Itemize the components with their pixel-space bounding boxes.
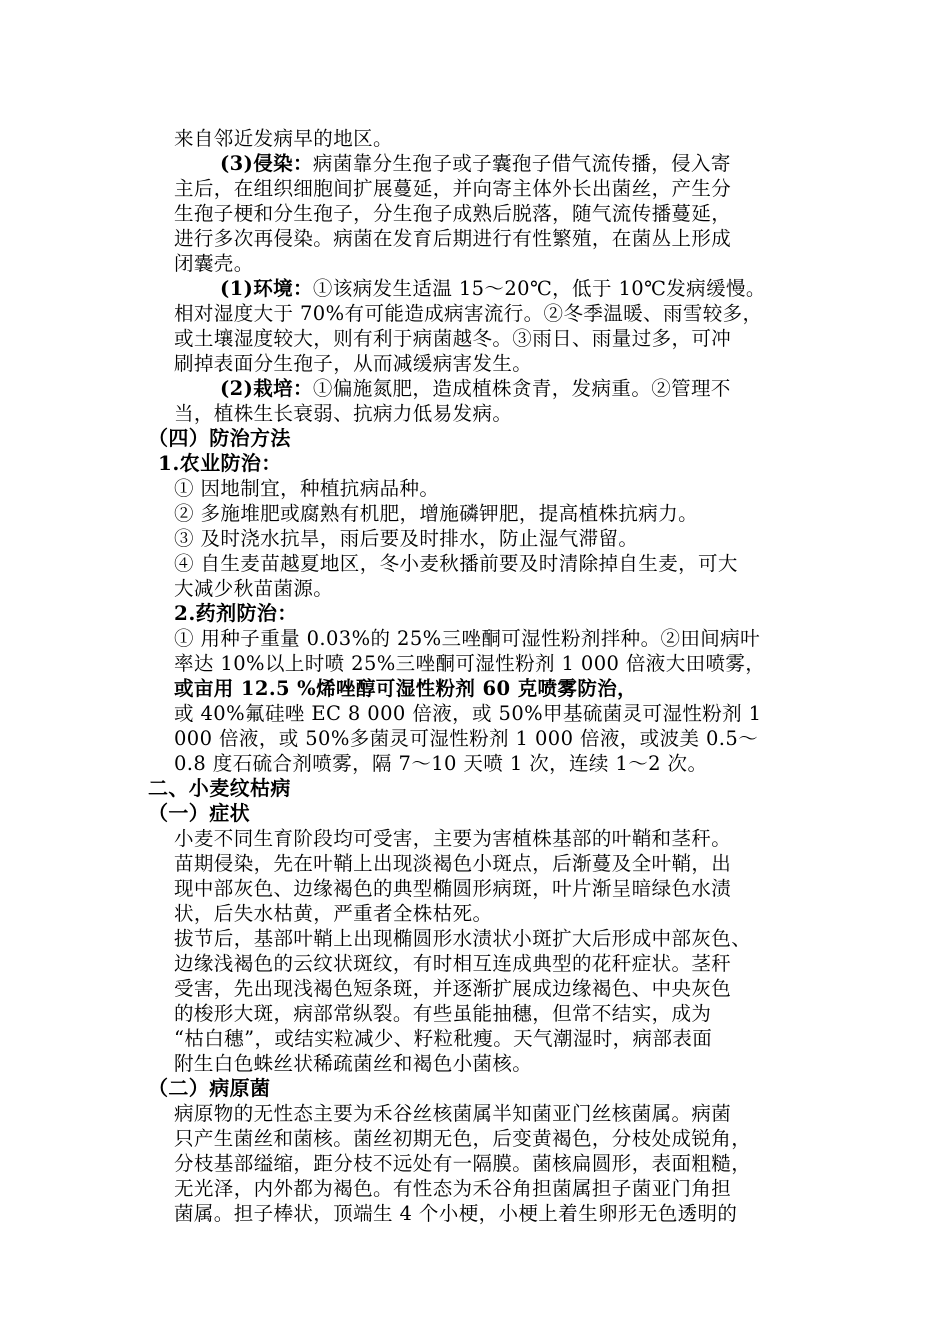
paragraph-text: 病菌靠分生孢子或子囊孢子借气流传播，侵入寄: [312, 152, 731, 175]
text-line: [220, 276, 766, 301]
text-line: 000 倍液，或 50%多菌灵可湿性粉剂 1 000 倍液，或波美 0.5～: [174, 727, 759, 750]
text-line: 的梭形大斑，病部常纵裂。有些虽能抽穗，但常不结实，成为: [174, 1002, 712, 1025]
text-line: 受害，先出现浅褐色短条斑，并逐渐扩展成边缘褐色、中央灰色: [174, 977, 732, 1000]
text-line: 附生白色蛛丝状稀疏菌丝和褐色小菌核。: [174, 1052, 533, 1075]
paragraph-label: (2)栽培：: [220, 377, 313, 400]
text-line: 相对湿度大于 70%有可能造成病害流行。②冬季温暖、雨雪较多，: [174, 302, 763, 325]
paragraph-text: ①该病发生适温 15～20℃，低于 10℃发病缓慢。: [312, 277, 766, 300]
text-line: 无光泽，内外都为褐色。有性态为禾谷角担菌属担子菌亚门角担: [174, 1177, 732, 1200]
text-line: 菌属。担子棒状，顶端生 4 个小梗，小梗上着生卵形无色透明的: [174, 1202, 738, 1225]
text-line: 边缘浅褐色的云纹状斑纹，有时相互连成典型的花秆症状。茎秆: [174, 952, 732, 975]
text-line: 只产生菌丝和菌核。菌丝初期无色，后变黄褐色，分枝处成锐角，: [174, 1127, 752, 1150]
text-line: 生孢子梗和分生孢子，分生孢子成熟后脱落，随气流传播蔓延，: [174, 202, 732, 225]
chapter-heading: 二、小麦纹枯病: [148, 776, 291, 800]
text-line: 拔节后，基部叶鞘上出现椭圆形水渍状小斑扩大后形成中部灰色、: [174, 927, 752, 950]
text-line: 状，后失水枯黄，严重者全株枯死。: [174, 902, 493, 925]
text-line: 苗期侵染，先在叶鞘上出现淡褐色小斑点，后渐蔓及全叶鞘，出: [174, 852, 732, 875]
emphasis-line: 或亩用 12.5 %烯唑醇可湿性粉剂 60 克喷雾防治，: [174, 677, 638, 700]
paragraph-text: ①偏施氮肥，造成植株贪青，发病重。②管理不: [312, 377, 731, 400]
subsection-heading: 2.药剂防治：: [174, 601, 298, 625]
section-heading: （二）病原菌: [148, 1076, 271, 1100]
text-line: 0.8 度石硫合剂喷雾，隔 7～10 天喷 1 次，连续 1～2 次。: [174, 752, 708, 775]
text-line: 小麦不同生育阶段均可受害，主要为害植株基部的叶鞘和茎秆。: [174, 827, 732, 850]
text-line: 或土壤湿度较大，则有利于病菌越冬。③雨日、雨量过多，可冲: [174, 327, 732, 350]
text-line: 当，植株生长衰弱、抗病力低易发病。: [174, 402, 513, 425]
subsection-heading: 1.农业防治：: [158, 451, 282, 475]
text-line: 闭囊壳。: [174, 252, 254, 275]
text-line: 分枝基部缢缩，距分枝不远处有一隔膜。菌核扁圆形，表面粗糙，: [174, 1152, 752, 1175]
paragraph-label: (3)侵染：: [220, 152, 313, 175]
text-line: 率达 10%以上时喷 25%三唑酮可湿性粉剂 1 000 倍液大田喷雾，: [174, 652, 766, 675]
text-line: ① 用种子重量 0.03%的 25%三唑酮可湿性粉剂拌种。②田间病叶: [174, 627, 760, 650]
text-line: 现中部灰色、边缘褐色的典型椭圆形病斑，叶片渐呈暗绿色水渍: [174, 877, 732, 900]
section-heading: （一）症状: [148, 801, 250, 825]
text-line: 来自邻近发病早的地区。: [174, 127, 393, 150]
text-line: 大减少秋苗菌源。: [174, 577, 334, 600]
text-line: [220, 151, 731, 176]
list-item: ③ 及时浇水抗旱，雨后要及时排水，防止湿气滞留。: [174, 527, 639, 550]
text-line: 主后，在组织细胞间扩展蔓延，并向寄主体外长出菌丝，产生分: [174, 177, 732, 200]
list-item: ④ 自生麦苗越夏地区，冬小麦秋播前要及时清除掉自生麦，可大: [174, 552, 738, 575]
text-line: 进行多次再侵染。病菌在发育后期进行有性繁殖，在菌丛上形成: [174, 227, 732, 250]
text-line: 或 40%氟硅唑 EC 8 000 倍液，或 50%甲基硫菌灵可湿性粉剂 1: [174, 702, 762, 725]
text-line: 刷掉表面分生孢子，从而减缓病害发生。: [174, 352, 533, 375]
text-line: “枯白穗”，或结实粒减少、籽粒秕瘦。天气潮湿时，病部表面: [174, 1027, 713, 1050]
list-item: ① 因地制宜，种植抗病品种。: [174, 477, 440, 500]
text-line: 病原物的无性态主要为禾谷丝核菌属半知菌亚门丝核菌属。病菌: [174, 1102, 732, 1125]
list-item: ② 多施堆肥或腐熟有机肥，增施磷钾肥，提高植株抗病力。: [174, 502, 698, 525]
text-line: [220, 376, 731, 401]
section-heading: （四）防治方法: [148, 426, 291, 450]
paragraph-label: (1)环境：: [220, 277, 313, 300]
